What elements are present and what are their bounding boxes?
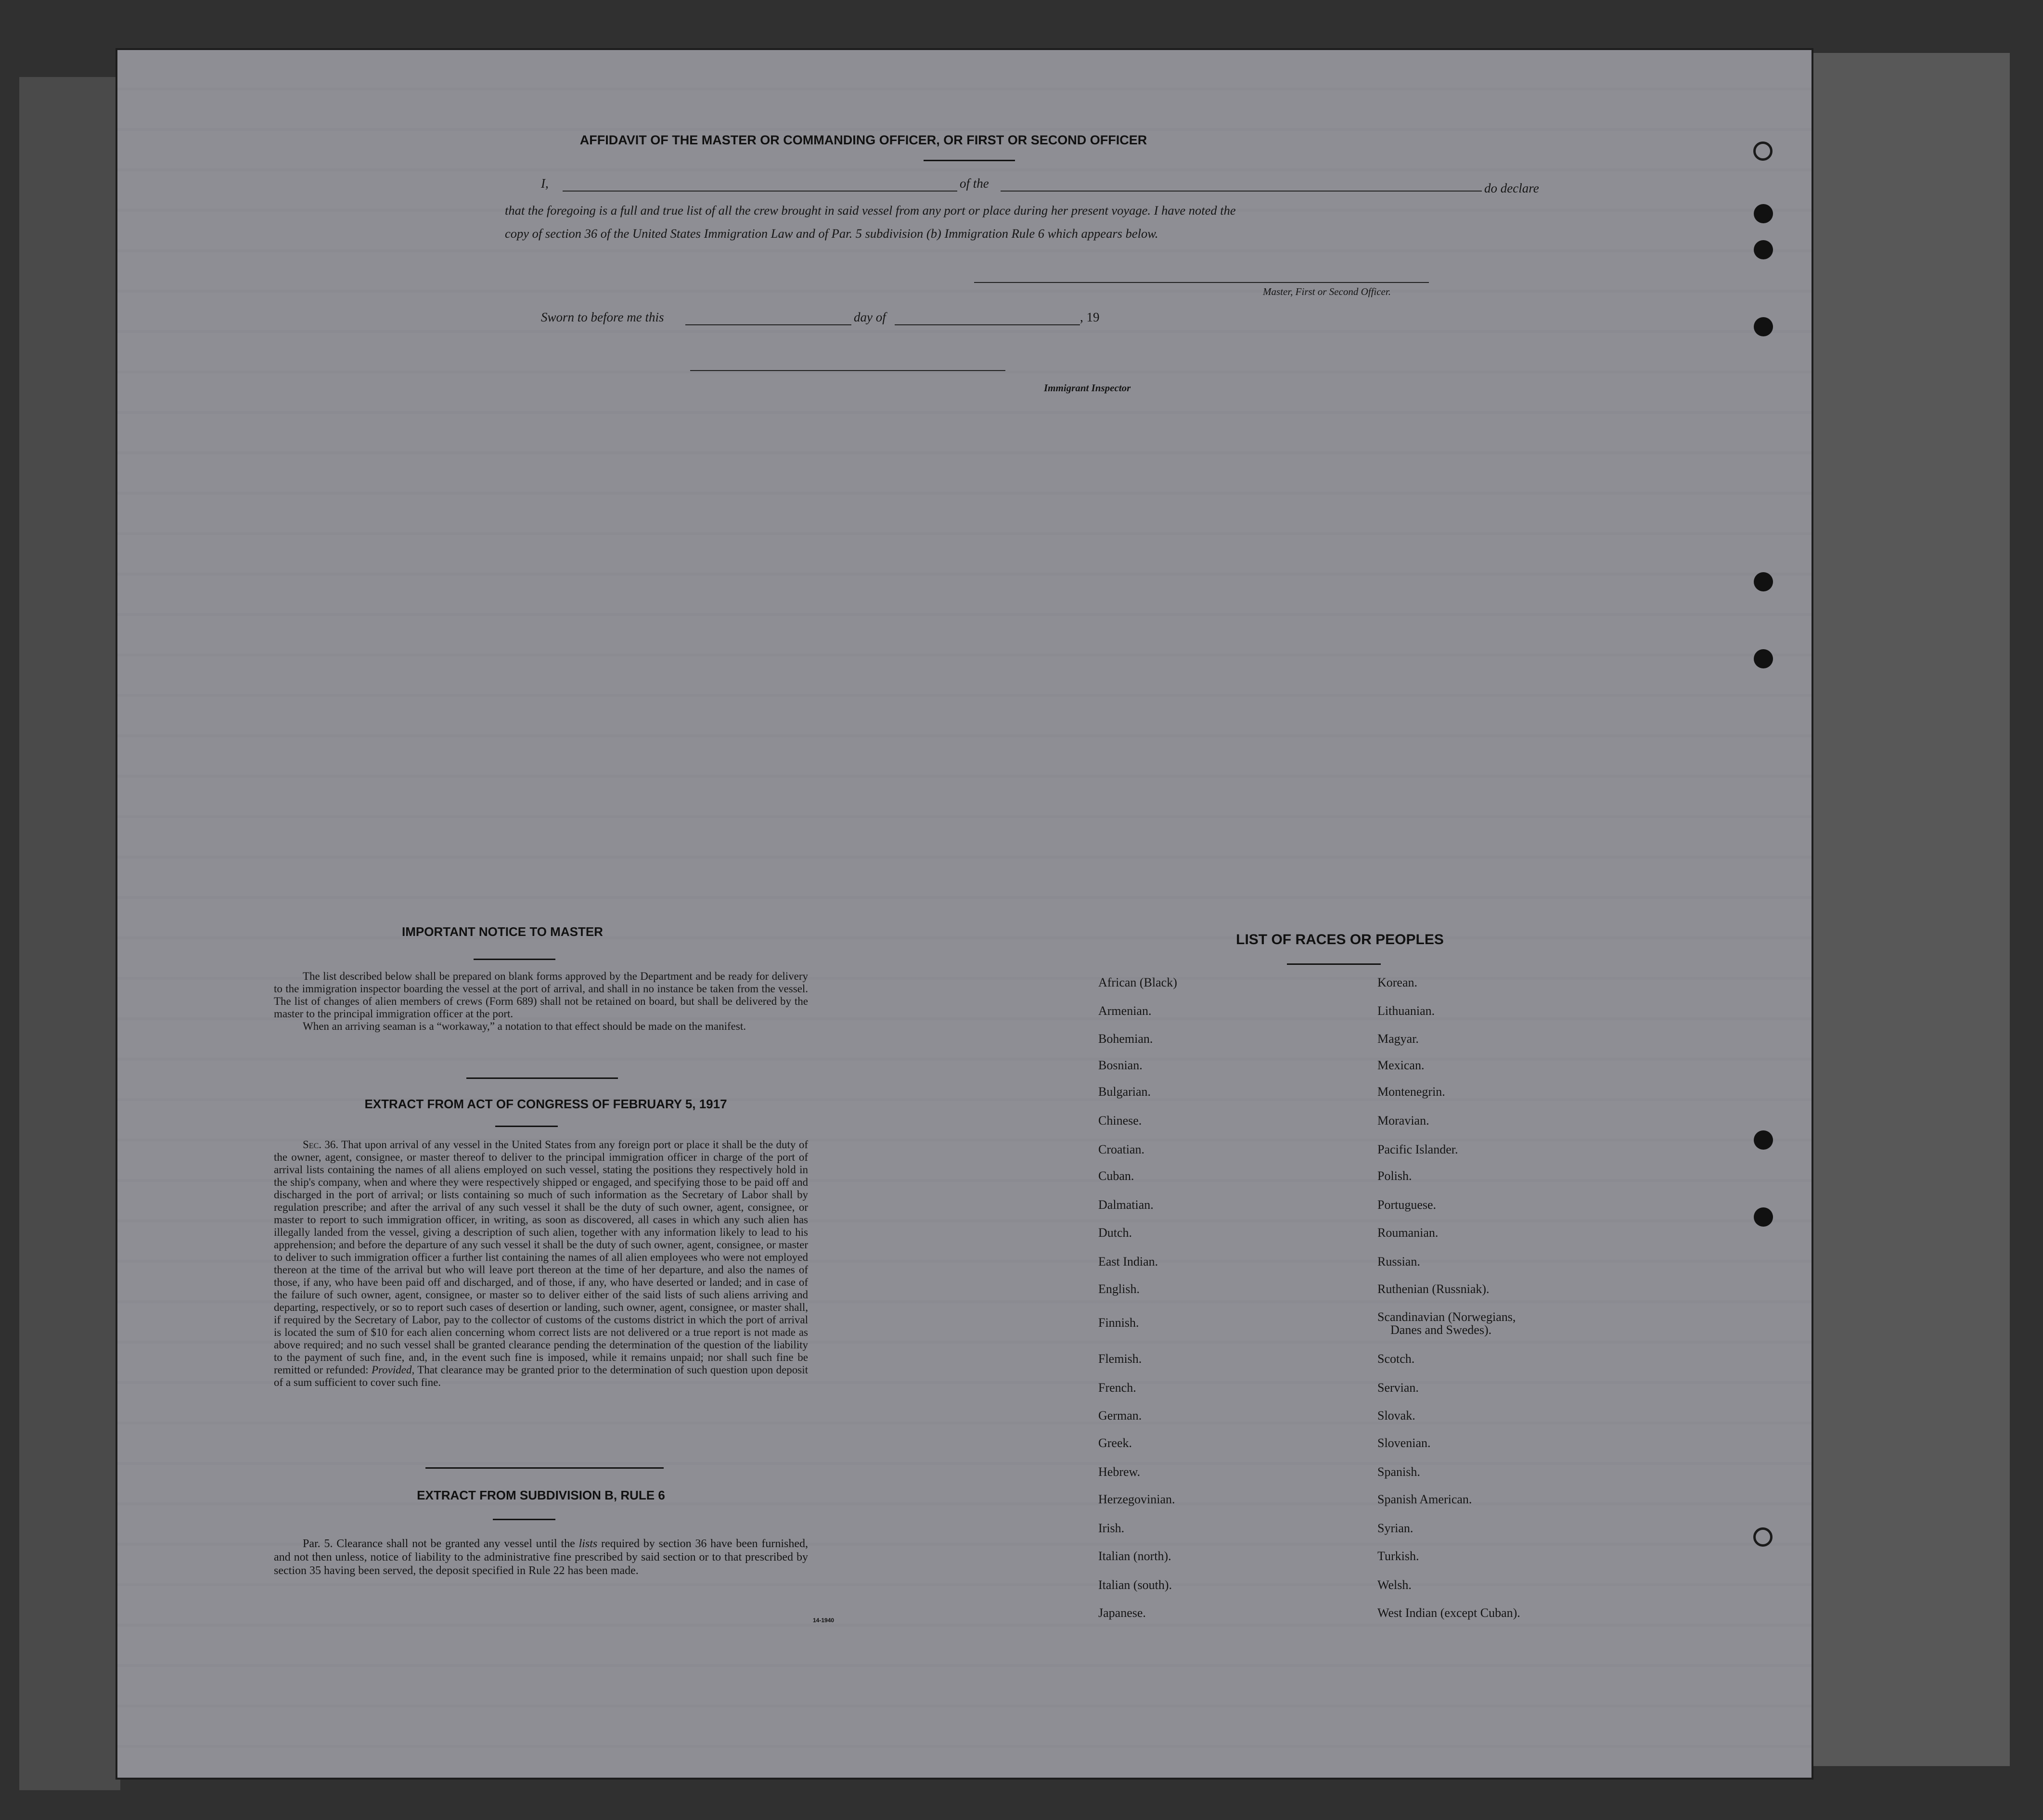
race-item: Roumanian.: [1377, 1226, 1439, 1240]
inspector-signature-line: [690, 370, 1005, 371]
race-item: Dalmatian.: [1098, 1198, 1154, 1212]
rule-lists-word: lists: [578, 1538, 598, 1550]
race-item: Portuguese.: [1377, 1198, 1437, 1212]
underlying-sheet-edge: [19, 77, 120, 1790]
divider: [924, 160, 1015, 161]
rule-text-a: Par. 5. Clearance shall not be granted any vessel until the: [303, 1538, 575, 1550]
divider: [425, 1467, 664, 1469]
affidavit-do-declare: do declare: [1484, 181, 1539, 195]
race-item: Greek.: [1098, 1436, 1132, 1450]
affidavit-of-the: of the: [960, 176, 989, 191]
race-item: Servian.: [1377, 1381, 1419, 1395]
affidavit-i-label: I,: [541, 176, 549, 191]
divider: [466, 1077, 618, 1079]
form-number: 14-1940: [813, 1617, 835, 1624]
race-item: Hebrew.: [1098, 1465, 1141, 1479]
master-signature-line: [974, 282, 1429, 283]
race-item: Slovenian.: [1377, 1436, 1431, 1450]
race-item: Polish.: [1377, 1169, 1412, 1183]
sworn-day-blank: [685, 324, 851, 325]
rule-text-b: required by section 36 have been furnished, and not then unless, notice of liability to the administrative fine prescribed by said section or to that prescribed by section 35 having been served, the deposit specified in Rule 22 has been made.: [274, 1538, 808, 1577]
race-item: Slovak.: [1377, 1409, 1415, 1423]
race-item: Bohemian.: [1098, 1032, 1153, 1046]
race-item: Japanese.: [1098, 1606, 1146, 1620]
race-item: Dutch.: [1098, 1226, 1132, 1240]
race-item: Pacific Islander.: [1377, 1142, 1458, 1156]
inspector-caption: Immigrant Inspector: [1044, 382, 1131, 394]
race-item: Bulgarian.: [1098, 1085, 1151, 1099]
notice-title: IMPORTANT NOTICE TO MASTER: [402, 924, 603, 939]
binder-hole: [1753, 141, 1773, 161]
bleed-through-texture: [117, 50, 1812, 1778]
race-item: Ruthenian (Russniak).: [1377, 1282, 1490, 1296]
race-item: Cuban.: [1098, 1169, 1134, 1183]
race-item: Mexican.: [1377, 1058, 1425, 1072]
binder-hole: [1754, 1207, 1773, 1227]
provided-text: That clearance may be granted prior to the determination of such question upon deposit of a sum sufficient to cover such fine.: [274, 1364, 809, 1388]
notice-paragraph: The list described below shall be prepared on blank forms approved by the Department and be ready for delivery to the immigration inspector boarding the vessel at the port of arrival, and shall in no instance be taken from the vessel. The list of changes of alien members of crews (Form 689) shall not be retained on board, but shall be delivered by the master to the principal immigration officer at the port.: [274, 970, 808, 1020]
affidavit-statement-2: copy of section 36 of the United States Immigration Law and of Par. 5 subdivision (b) Immigration Rule 6 which appears below.: [505, 226, 1158, 241]
race-item: Syrian.: [1377, 1521, 1413, 1535]
affidavit-title: AFFIDAVIT OF THE MASTER OR COMMANDING OFFICER, OR FIRST OR SECOND OFFICER: [579, 133, 1147, 147]
race-item: Chinese.: [1098, 1114, 1142, 1128]
race-item: Italian (north).: [1098, 1549, 1171, 1563]
race-item: English.: [1098, 1282, 1140, 1296]
race-item: Scandinavian (Norwegians,: [1377, 1310, 1516, 1324]
race-item: Montenegrin.: [1377, 1085, 1445, 1099]
binder-hole: [1754, 572, 1773, 591]
divider: [474, 959, 555, 960]
extract-rule-body: [274, 1537, 808, 1577]
race-item: Spanish.: [1377, 1465, 1420, 1479]
binder-hole: [1754, 1130, 1773, 1150]
binder-hole: [1754, 317, 1773, 336]
race-item: Moravian.: [1377, 1114, 1429, 1128]
race-item: Spanish American.: [1377, 1492, 1472, 1506]
race-item: Russian.: [1377, 1255, 1420, 1269]
manifest-page: [116, 48, 1813, 1780]
race-item: German.: [1098, 1409, 1142, 1423]
sworn-month-blank: [895, 324, 1080, 325]
sworn-year: , 19: [1080, 310, 1100, 324]
race-item: West Indian (except Cuban).: [1377, 1606, 1520, 1620]
binder-hole: [1754, 204, 1773, 223]
affidavit-statement-1: that the foregoing is a full and true list of all the crew brought in said vessel from any port or place during her present voyage. I have noted the: [505, 203, 1236, 218]
race-item: Irish.: [1098, 1521, 1125, 1535]
race-item: Scotch.: [1377, 1352, 1415, 1366]
race-item: African (Black): [1098, 975, 1177, 989]
race-item: Finnish.: [1098, 1316, 1139, 1330]
section-label: Sec. 36.: [303, 1139, 339, 1151]
race-item: Herzegovinian.: [1098, 1492, 1175, 1506]
races-title: LIST OF RACES OR PEOPLES: [1236, 932, 1444, 948]
divider: [495, 1126, 558, 1127]
race-item: Armenian.: [1098, 1004, 1152, 1018]
race-item: Turkish.: [1377, 1549, 1419, 1563]
binder-hole: [1754, 240, 1773, 259]
binder-hole: [1754, 649, 1773, 668]
race-item: Croatian.: [1098, 1142, 1145, 1156]
section-36-text: That upon arrival of any vessel in the United States from any foreign port or place it shall be the duty of the owner, agent, consignee, or master thereof to deliver to the principal immigration officer in charge of the port of arrival lists containing the names of all aliens employed on such vessel, stating the positions they respectively hold in the ship's company, when and where they were respectively shipped or engaged, and specifying those to be paid off and discharged in the port of arrival; or lists containing so much of such information as the Secretary of Labor shall by regulation prescribe; and after the arrival of any such vessel it shall be the duty of such owner, agent, consignee, or master to report to such immigration officer, in writing, as soon as discovered, all cases in which any such alien has illegally landed from the vessel, giving a description of such alien, together with any information likely to lead to his apprehension; and before the departure of any such vessel it shall be the duty of such owner, agent, consignee, or master to deliver to such immigration officer a further list containing the names of all alien employees who were not employed thereon at the time of the arrival but who will leave port thereon at the time of her departure, and also the names of those, if any, who have been paid off and discharged, and of those, if any, who have deserted or landed; and in case of the failure of such owner, agent, consignee, or master so to deliver either of the said lists of such aliens arriving and departing, respectively, or so to report such cases of desertion or landing, such owner, agent, consignee, or master shall, if required by the Secretary of Labor, pay to the collector of customs of the customs district in which the port of arrival is located the sum of $10 for each alien concerning whom correct lists are not delivered or a true report is not made as above required; and no such vessel shall be granted clearance pending the determination of the question of the liability to the payment of such fine, and, in the event such fine is imposed, while it remains unpaid; nor shall such fine be remitted or refunded:: [274, 1139, 808, 1376]
binder-hole: [1753, 1527, 1773, 1547]
provided-label: Provided,: [371, 1364, 415, 1376]
divider: [1287, 963, 1381, 965]
race-item: Bosnian.: [1098, 1058, 1143, 1072]
sworn-day-of: day of: [854, 310, 886, 324]
race-item-continuation: Danes and Swedes).: [1390, 1323, 1492, 1337]
race-item: Magyar.: [1377, 1032, 1419, 1046]
race-item: Korean.: [1377, 975, 1418, 989]
name-blank: [563, 191, 957, 192]
vessel-blank: [1001, 191, 1482, 192]
divider: [493, 1519, 555, 1520]
race-item: East Indian.: [1098, 1255, 1158, 1269]
race-item: Italian (south).: [1098, 1578, 1172, 1592]
race-item: Lithuanian.: [1377, 1004, 1435, 1018]
sworn-label: Sworn to before me this: [541, 310, 664, 324]
extract-rule-title: EXTRACT FROM SUBDIVISION B, RULE 6: [417, 1488, 665, 1502]
notice-paragraph: When an arriving seaman is a “workaway,” a notation to that effect should be made on the manifest.: [303, 1020, 746, 1032]
extract-act-body: [274, 1139, 808, 1389]
notice-body: [274, 970, 808, 1033]
extract-act-title: EXTRACT FROM ACT OF CONGRESS OF FEBRUARY 5, 1917: [364, 1097, 727, 1111]
race-item: French.: [1098, 1381, 1136, 1395]
race-item: Welsh.: [1377, 1578, 1412, 1592]
master-signature-caption: Master, First or Second Officer.: [1263, 286, 1391, 297]
race-item: Flemish.: [1098, 1352, 1142, 1366]
